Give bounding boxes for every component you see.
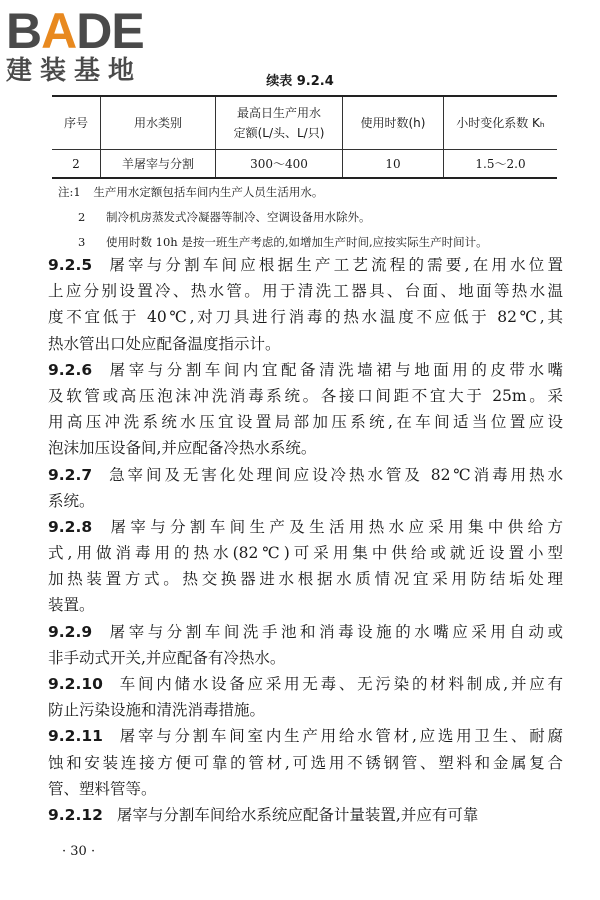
clause-text: 非手动式开关,并应配备有冷热水。: [48, 648, 286, 667]
clause-text: 蚀和安装连接方便可靠的管材,可选用不锈钢管、塑料和金属复合: [48, 753, 563, 772]
clause-line: [48, 278, 563, 304]
clause-line: [48, 619, 563, 645]
header-type: 用水类别: [101, 96, 216, 150]
note-item: 2 制冷机房蒸发式冷凝器等制冷、空调设备用水除外。: [78, 210, 371, 224]
clause-text: 及软管或高压泡沫冲洗消毒系统。各接口间距不宜大于 25m。采: [48, 386, 563, 405]
clause-line: [48, 383, 563, 409]
clause-line: [48, 462, 563, 488]
clause-line: [48, 802, 563, 828]
clause-line: [48, 514, 563, 540]
table-notes: [58, 182, 578, 257]
clause-line: [48, 409, 563, 435]
clause-text: 系统。: [48, 491, 95, 510]
cell-hours: 10: [343, 150, 444, 179]
clause-text: 屠宰与分割车间应根据生产工艺流程的需要,在用水位置: [106, 256, 563, 274]
clause-text: 急宰间及无害化处理间应设冷热水管及 82℃消毒用热水: [106, 465, 563, 484]
clause-text: 上应分别设置冷、热水管。用于清洗工器具、台面、地面等热水温: [48, 282, 563, 301]
clause-line: [48, 750, 563, 776]
clause-line: [48, 592, 563, 618]
clause-text: 防止污染设施和清洗消毒措施。: [48, 701, 266, 720]
clause-9-2-11: [48, 723, 563, 802]
clause-9-2-9: [48, 619, 563, 671]
logo-subtitle: 建装基地: [6, 56, 143, 86]
clause-line: [48, 540, 563, 566]
clause-text: 管、塑料管等。: [48, 779, 157, 798]
clause-number: 9.2.8: [48, 517, 93, 536]
clause-text: 屠宰与分割车间室内生产用给水管材,应选用卫生、耐腐: [116, 727, 563, 746]
table-header-row: [52, 96, 557, 150]
page-number: · 30 ·: [62, 844, 96, 859]
table-row: [52, 150, 557, 179]
clause-number: 9.2.10: [48, 675, 103, 693]
clause-text: 热水管出口处应配备温度指示计。: [48, 334, 281, 353]
clause-text: 式,用做消毒用的热水(82℃)可采用集中供给或就近设置小型: [48, 544, 563, 563]
clause-text: 用高压冲洗系统水压宜设置局部加压系统,在车间适当位置应设: [48, 413, 563, 432]
clause-number: 9.2.12: [48, 805, 103, 824]
clause-body: [48, 252, 563, 828]
header-coef: 小时变化系数 Kₕ: [444, 96, 558, 150]
clause-line: [48, 252, 563, 278]
clause-text: 屠宰与分割车间生产及生活用热水应采用集中供给方: [106, 517, 563, 536]
note-item: 注:1 生产用水定额包括车间内生产人员生活用水。: [58, 185, 324, 199]
clause-line: [48, 723, 563, 749]
clause-9-2-8: [48, 514, 563, 619]
clause-line: [48, 435, 563, 461]
clause-number: 9.2.7: [48, 465, 93, 484]
clause-line: [48, 671, 563, 697]
note-item: 3 使用时数 10h 是按一班生产考虑的,如增加生产时间,应按实际生产时间计。: [78, 235, 488, 249]
clause-9-2-12: [48, 802, 563, 828]
cell-no: 2: [52, 150, 101, 179]
clause-line: [48, 304, 563, 330]
clause-number: 9.2.9: [48, 622, 93, 641]
clause-line: [48, 697, 563, 723]
clause-line: [48, 776, 563, 802]
table-title: 续表 9.2.4: [266, 74, 334, 89]
clause-text: 装置。: [48, 596, 95, 615]
logo-wordmark: BADE: [6, 3, 144, 59]
clause-text: 加热装置方式。热交换器进水根据水质情况宜采用防结垢处理: [48, 570, 563, 589]
clause-number: 9.2.11: [48, 727, 103, 746]
clause-line: [48, 645, 563, 671]
clause-text: 屠宰与分割车间给水系统应配备计量装置,并应有可靠: [116, 805, 479, 824]
clause-number: 9.2.6: [48, 360, 93, 379]
clause-9-2-7: [48, 462, 563, 514]
clause-text: 度不宜低于 40℃,对刀具进行消毒的热水温度不应低于 82℃,其: [48, 308, 563, 327]
cell-coef: 1.5～2.0: [444, 150, 558, 179]
header-quota: 最高日生产用水 定额(L/头、L/只): [216, 96, 343, 150]
clause-line: [48, 357, 563, 383]
header-hours: 使用时数(h): [343, 96, 444, 150]
water-quota-table: [52, 95, 557, 179]
clause-text: 车间内储水设备应采用无毒、无污染的材料制成,并应有: [116, 675, 563, 693]
clause-text: 屠宰与分割车间洗手池和消毒设施的水嘴应采用自动或: [106, 622, 563, 641]
clause-number: 9.2.5: [48, 256, 93, 274]
clause-9-2-6: [48, 357, 563, 462]
header-no: 序号: [52, 96, 101, 150]
clause-text: 泡沫加压设备间,并应配备冷热水系统。: [48, 439, 317, 458]
clause-line: [48, 488, 563, 514]
clause-line: [48, 566, 563, 592]
clause-9-2-5: [48, 252, 563, 357]
clause-line: [48, 331, 563, 357]
cell-type: 羊屠宰与分割: [101, 150, 216, 179]
cell-quota: 300～400: [216, 150, 343, 179]
clause-text: 屠宰与分割车间内宜配备清洗墙裙与地面用的皮带水嘴: [106, 360, 563, 379]
clause-9-2-10: [48, 671, 563, 723]
